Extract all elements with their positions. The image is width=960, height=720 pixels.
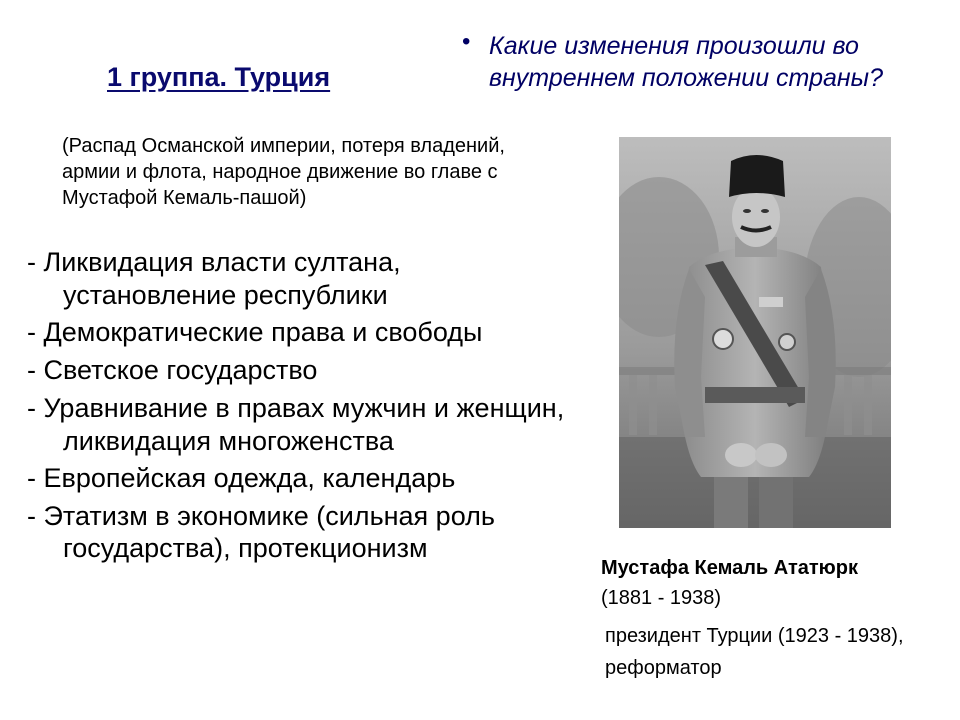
list-item: - Уравнивание в правах мужчин и женщин, ликвидация многоженства [27,393,565,456]
bullet-icon: • [462,28,471,55]
list-item: - Демократические права и свободы [27,317,483,347]
portrait-photo-icon [619,137,891,528]
question-text: Какие изменения произошли во внутреннем положении страны? [489,32,883,92]
list-item: - Этатизм в экономике (сильная роль государства), протекционизм [27,500,495,563]
list-item: - Ликвидация власти султана, установление республики [27,247,401,310]
slide-title: 1 группа. Турция [107,62,331,92]
caption-name: Мустафа Кемаль Ататюрк [601,557,858,579]
reform-list [27,246,567,570]
caption-role: президент Турции (1923 - 1938), реформатор [605,625,904,679]
list-item: - Европейская одежда, календарь [27,463,456,493]
caption-years: (1881 - 1938) [601,587,722,609]
question-block [462,30,892,94]
portrait-caption [601,553,921,684]
context-text: (Распад Османской империи, потеря владений, армии и флота, народное движение во главе с Мустафой Кемаль-пашой) [62,135,505,209]
list-item: - Светское государство [27,354,318,385]
